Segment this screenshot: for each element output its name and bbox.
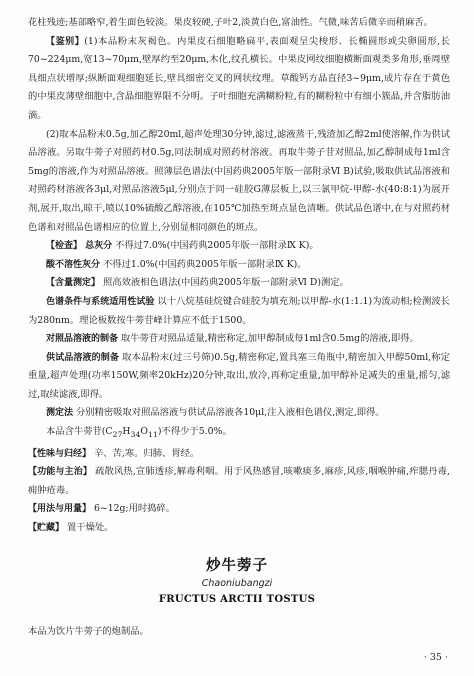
paragraph-assay: 【含量测定】 照高效液相色谱法(中国药典2005年版一部附录Ⅵ D)测定。 <box>46 277 349 289</box>
sub-label-procedure: 测定法 <box>46 408 74 419</box>
section-label-nature: 【性味与归经】 <box>28 448 92 459</box>
section-label-check: 【检查】 总灰分 <box>46 241 113 252</box>
paragraph-description-end: 花柱残迹;基部略窄,着生面色较淡。果皮较硬,子叶2,淡黄白色,富油性。气微,味苦后微辛而稍麻舌。 <box>28 17 433 28</box>
monograph-latin-name: FRUCTUS ARCTII TOSTUS <box>158 594 316 605</box>
sub-label-acid-ash: 酸不溶性灰分 <box>46 259 101 270</box>
monograph-body <box>28 14 450 537</box>
monograph-intro: 本品为饮片牛蒡子的炮制品。 <box>28 626 149 637</box>
paragraph-reference-solution: 对照品溶液的制备 取牛蒡苷对照品适量,精密称定,加甲醇制成每1ml含0.5mg的溶液,即得。 <box>46 333 419 345</box>
section-label-usage: 【用法与用量】 <box>28 504 92 515</box>
monograph-title: 炒牛蒡子 <box>206 558 268 574</box>
paragraph-identification-1: 【鉴别】(1)本品粉末灰褐色。内果皮石细胞略扁平,表面观呈尖梭形、长椭圆形或尖卵圆形,长70~224μm,宽13~70μm,壁厚约至20μm,木化,纹孔横长。中果皮网纹细胞横断面观类多角形,垂周壁具细点状增厚;纵断面观细胞延长,壁具细密交叉的网状纹理。草酸钙方晶直径3~9μm,成片存在于黄色的中果皮薄壁细胞中,含晶细胞界限不分明。子叶细胞充满糊粉粒,有的糊粉粒中有细小簇晶,并含脂肪油滴。 <box>28 35 450 121</box>
paragraph-acid-insoluble-ash: 酸不溶性灰分 不得过1.0%(中国药典2005年版一部附录Ⅸ K)。 <box>46 258 307 270</box>
section-label-assay: 【含量测定】 <box>46 278 101 289</box>
page-number: · 35 · <box>423 652 448 663</box>
paragraph-chromatographic-conditions: 色谱条件与系统适用性试验 以十八烷基硅烷键合硅胶为填充剂;以甲醇-水(1:1.1)为流动相;检测波长为280nm。理论板数按牛蒡苷峰计算应不低于1500。 <box>28 295 450 326</box>
paragraph-procedure: 测定法 分别精密吸取对照品溶液与供试品溶液各10μl,注入液相色谱仪,测定,即得。 <box>46 407 385 419</box>
paragraph-content-limit: 本品含牛蒡苷$(C_{27}H_{34}O_{11})$不得少于5.0%。 <box>46 426 232 439</box>
paragraph-test-solution: 供试品溶液的制备 取本品粉末(过三号筛)0.5g,精密称定,置具塞三角瓶中,精密加入甲醇50ml,称定重量,超声处理(功率150W,频率20kHz)20分钟,取出,放冷,再称定重量,加甲醇补足减失的重量,摇匀,滤过,取续滤液,即得。 <box>28 351 450 400</box>
paragraph-identification-2: (2)取本品粉末0.5g,加乙醇20ml,超声处理30分钟,滤过,滤液蒸干,残渣加乙醇2ml使溶解,作为供试品溶液。另取牛蒡子对照药材0.5g,同法制成对照药材溶液。再取牛蒡子苷对照品,加乙醇制成每1ml含5mg的溶液,作为对照品溶液。照薄层色谱法(中国药典2005年版一部附录Ⅵ B)试验,吸取供试品溶液和对照药材溶液各3μl,对照品溶液5μl,分别点于同一硅胶G薄层板上,以三氯甲烷-甲醇-水(40:8:1)为展开剂,展开,取出,晾干,喷以10%硫酸乙醇溶液,在105℃加热至斑点显色清晰。供试品色谱中,在与对照药材色谱和对照品色谱相应的位置上,分别显相同颜色的斑点。 <box>28 128 450 233</box>
paragraph-usage: 【用法与用量】 6~12g;用时捣碎。 <box>28 503 176 515</box>
monograph-pinyin: Chaoniubangzi <box>201 578 273 589</box>
paragraph-check-total-ash: 【检查】 总灰分 不得过7.0%(中国药典2005年版一部附录Ⅸ K)。 <box>46 240 319 252</box>
section-label-storage: 【贮藏】 <box>28 522 65 533</box>
paragraph-nature-meridian: 【性味与归经】 辛、苦,寒。归肺、胃经。 <box>28 447 200 459</box>
sub-label-test-solution: 供试品溶液的制备 <box>46 352 120 363</box>
sub-label-conditions: 色谱条件与系统适用性试验 <box>46 296 155 307</box>
paragraph-function: 【功能与主治】 疏散风热,宣肺透疹,解毒利咽。用于风热感冒,咳嗽痰多,麻疹,风疹,咽喉肿痛,痄腮丹毒,痈肿疮毒。 <box>28 466 450 496</box>
section-label-identification: 【鉴别】 <box>46 36 85 47</box>
sub-label-reference: 对照品溶液的制备 <box>46 334 119 345</box>
paragraph-storage: 【贮藏】 置干燥处。 <box>28 521 114 533</box>
section-label-function: 【功能与主治】 <box>28 467 92 478</box>
